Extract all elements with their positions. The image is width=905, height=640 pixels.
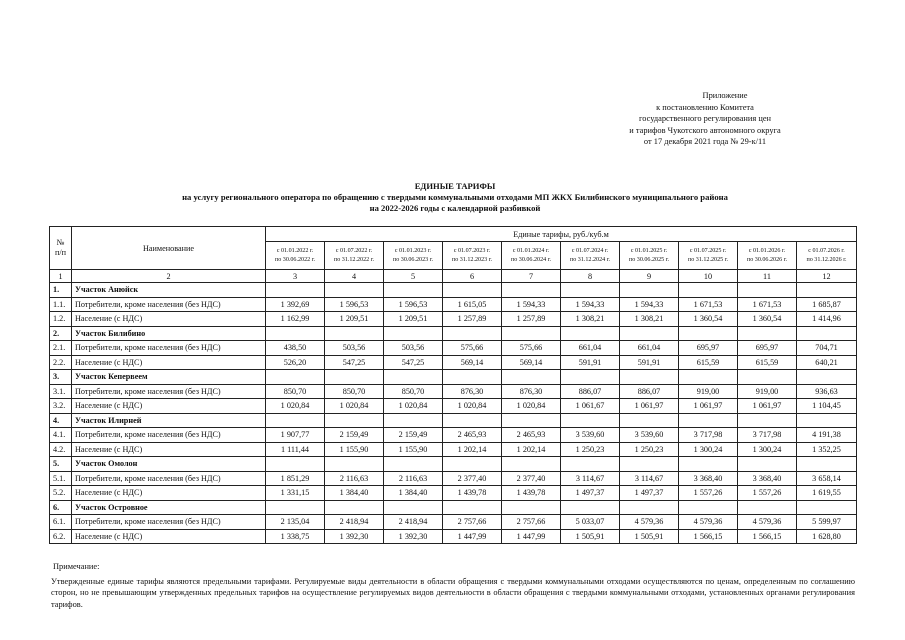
tariff-value: 2 465,93	[502, 428, 561, 443]
tariff-value: 1 020,84	[502, 399, 561, 414]
empty-cell	[679, 326, 738, 341]
tariff-value: 850,70	[384, 384, 443, 399]
column-index: 9	[620, 270, 679, 283]
tariff-value: 704,71	[797, 341, 857, 356]
tariff-value: 2 135,04	[266, 515, 325, 530]
tariff-value: 919,00	[738, 384, 797, 399]
empty-cell	[561, 500, 620, 515]
table-row	[50, 471, 857, 486]
empty-cell	[738, 283, 797, 298]
header-period-line: по 30.06.2025 г.	[628, 256, 670, 263]
tariff-value: 1 155,90	[325, 442, 384, 457]
tariff-value: 1 557,26	[679, 486, 738, 501]
header-period-line: по 30.06.2023 г.	[392, 256, 434, 263]
tariff-value: 1 384,40	[325, 486, 384, 501]
tariff-value: 569,14	[502, 355, 561, 370]
tariff-value: 1 392,69	[266, 297, 325, 312]
tariff-value: 591,91	[620, 355, 679, 370]
tariff-value: 4 191,38	[797, 428, 857, 443]
tariff-value: 615,59	[679, 355, 738, 370]
tariff-value: 2 757,66	[502, 515, 561, 530]
empty-cell	[679, 283, 738, 298]
row-number: 4.1.	[50, 428, 72, 443]
tariff-value: 1 685,87	[797, 297, 857, 312]
tariff-value: 3 539,60	[620, 428, 679, 443]
tariff-value: 1 202,14	[502, 442, 561, 457]
column-index: 4	[325, 270, 384, 283]
header-number-line: п/п	[54, 248, 67, 257]
tariff-value: 1 596,53	[384, 297, 443, 312]
empty-cell	[502, 413, 561, 428]
tariff-value: 1 447,99	[443, 529, 502, 544]
tariff-value: 547,25	[384, 355, 443, 370]
appendix-line: от 17 декабря 2021 года № 29-к/11	[643, 137, 767, 147]
tariff-value: 575,66	[443, 341, 502, 356]
empty-cell	[443, 457, 502, 472]
title-line-period: на 2022-2026 годы с календарной разбивкой	[369, 203, 541, 213]
empty-cell	[384, 413, 443, 428]
appendix-line: к постановлению Комитета	[656, 102, 754, 112]
tariff-value: 1 250,23	[561, 442, 620, 457]
tariff-value: 1 308,21	[620, 312, 679, 327]
header-number-line: №	[56, 238, 65, 247]
header-period	[797, 242, 857, 270]
header-period-line: с 01.07.2026 г.	[808, 248, 845, 255]
tariff-value: 1 352,25	[797, 442, 857, 457]
appendix-block	[560, 90, 850, 148]
empty-cell	[325, 326, 384, 341]
section-number: 5.	[50, 457, 72, 472]
tariff-value: 1 505,91	[620, 529, 679, 544]
row-number: 5.2.	[50, 486, 72, 501]
tariff-value: 850,70	[266, 384, 325, 399]
header-period-line: по 30.06.2022 г.	[274, 256, 316, 263]
tariff-value: 3 717,98	[738, 428, 797, 443]
empty-cell	[384, 500, 443, 515]
tariff-value: 5 599,97	[797, 515, 857, 530]
section-number: 1.	[50, 283, 72, 298]
tariff-value: 876,30	[502, 384, 561, 399]
table-row	[50, 529, 857, 544]
tariff-value: 886,07	[620, 384, 679, 399]
header-period	[679, 242, 738, 270]
table-row	[50, 486, 857, 501]
tariff-value: 1 497,37	[620, 486, 679, 501]
empty-cell	[266, 283, 325, 298]
empty-cell	[502, 326, 561, 341]
table-row	[50, 355, 857, 370]
section-number: 6.	[50, 500, 72, 515]
header-period-line: по 31.12.2024 г.	[569, 256, 611, 263]
header-tariff-group: Единые тарифы, руб./куб.м	[266, 227, 857, 242]
tariff-value: 1 155,90	[384, 442, 443, 457]
header-period-line: с 01.07.2025 г.	[689, 248, 727, 255]
document-title	[60, 181, 850, 214]
header-period-line: по 31.12.2023 г.	[451, 256, 493, 263]
tariff-value: 2 116,63	[384, 471, 443, 486]
header-period	[325, 242, 384, 270]
tariff-value: 503,56	[384, 341, 443, 356]
empty-cell	[679, 370, 738, 385]
tariff-value: 1 671,53	[679, 297, 738, 312]
tariff-value: 2 159,49	[384, 428, 443, 443]
tariff-value: 1 162,99	[266, 312, 325, 327]
empty-cell	[679, 500, 738, 515]
column-index: 5	[384, 270, 443, 283]
appendix-line: Приложение	[702, 91, 748, 100]
row-number: 1.2.	[50, 312, 72, 327]
section-row	[50, 500, 857, 515]
empty-cell	[738, 457, 797, 472]
tariff-value: 640,21	[797, 355, 857, 370]
tariff-value: 4 579,36	[620, 515, 679, 530]
empty-cell	[502, 370, 561, 385]
empty-cell	[384, 283, 443, 298]
empty-cell	[325, 283, 384, 298]
tariff-value: 526,20	[266, 355, 325, 370]
header-period-line: с 01.07.2022 г.	[335, 248, 373, 255]
tariff-value: 591,91	[561, 355, 620, 370]
row-number: 5.1.	[50, 471, 72, 486]
tariff-value: 1 020,84	[325, 399, 384, 414]
empty-cell	[620, 370, 679, 385]
tariff-value: 503,56	[325, 341, 384, 356]
column-index: 3	[266, 270, 325, 283]
tariff-value: 3 717,98	[679, 428, 738, 443]
tariff-value: 1 497,37	[561, 486, 620, 501]
header-period-line: с 01.01.2023 г.	[394, 248, 432, 255]
empty-cell	[797, 370, 857, 385]
tariff-value: 1 104,45	[797, 399, 857, 414]
empty-cell	[266, 326, 325, 341]
header-period-line: по 30.06.2024 г.	[510, 256, 552, 263]
tariff-value: 1 628,80	[797, 529, 857, 544]
tariff-value: 615,59	[738, 355, 797, 370]
empty-cell	[325, 413, 384, 428]
tariff-value: 1 202,14	[443, 442, 502, 457]
tariff-value: 2 116,63	[325, 471, 384, 486]
header-number	[50, 227, 72, 270]
header-period-line: по 31.12.2025 г.	[687, 256, 729, 263]
column-index: 12	[797, 270, 857, 283]
empty-cell	[443, 413, 502, 428]
tariff-value: 1 250,23	[620, 442, 679, 457]
row-name: Население (с НДС)	[72, 312, 266, 327]
tariff-value: 695,97	[738, 341, 797, 356]
tariff-value: 1 308,21	[561, 312, 620, 327]
header-period-line: с 01.01.2024 г.	[512, 248, 550, 255]
table-row	[50, 399, 857, 414]
title-line-subject: на услугу регионального оператора по обращению с твердыми коммунальными отходами МП ЖКХ Билибинского муниципального района	[182, 192, 728, 202]
tariff-value: 1 061,97	[620, 399, 679, 414]
empty-cell	[266, 370, 325, 385]
table-row	[50, 341, 857, 356]
tariff-value: 1 020,84	[266, 399, 325, 414]
section-row	[50, 283, 857, 298]
empty-cell	[502, 283, 561, 298]
tariff-value: 2 377,40	[443, 471, 502, 486]
table-row	[50, 515, 857, 530]
tariff-value: 1 439,78	[443, 486, 502, 501]
tariff-value: 1 596,53	[325, 297, 384, 312]
tariff-value: 2 465,93	[443, 428, 502, 443]
header-period	[384, 242, 443, 270]
empty-cell	[502, 457, 561, 472]
section-name: Участок Анюйск	[72, 283, 266, 298]
column-index: 11	[738, 270, 797, 283]
tariff-value: 4 579,36	[679, 515, 738, 530]
appendix-line: государственного регулирования цен	[638, 114, 772, 124]
empty-cell	[797, 283, 857, 298]
row-number: 4.2.	[50, 442, 72, 457]
tariff-value: 1 384,40	[384, 486, 443, 501]
table-row	[50, 297, 857, 312]
row-name: Население (с НДС)	[72, 442, 266, 457]
tariff-value: 850,70	[325, 384, 384, 399]
header-period	[266, 242, 325, 270]
tariff-value: 2 757,66	[443, 515, 502, 530]
empty-cell	[620, 326, 679, 341]
empty-cell	[384, 326, 443, 341]
tariff-value: 547,25	[325, 355, 384, 370]
empty-cell	[738, 326, 797, 341]
tariffs-table	[49, 226, 857, 544]
table-row	[50, 384, 857, 399]
table-row	[50, 312, 857, 327]
tariff-value: 1 594,33	[620, 297, 679, 312]
header-period-line: с 01.07.2023 г.	[453, 248, 491, 255]
empty-cell	[797, 413, 857, 428]
tariff-value: 886,07	[561, 384, 620, 399]
empty-cell	[443, 370, 502, 385]
header-period	[502, 242, 561, 270]
empty-cell	[738, 500, 797, 515]
section-name: Участок Омолон	[72, 457, 266, 472]
empty-cell	[266, 413, 325, 428]
tariff-value: 1 619,55	[797, 486, 857, 501]
row-name: Потребители, кроме населения (без НДС)	[72, 384, 266, 399]
header-period	[738, 242, 797, 270]
empty-cell	[325, 457, 384, 472]
tariff-value: 1 392,30	[384, 529, 443, 544]
section-number: 3.	[50, 370, 72, 385]
tariff-value: 1 061,67	[561, 399, 620, 414]
header-period-line: с 01.01.2026 г.	[748, 248, 786, 255]
row-number: 3.1.	[50, 384, 72, 399]
empty-cell	[384, 370, 443, 385]
header-period-line: по 30.06.2026 г.	[746, 256, 788, 263]
tariff-value: 1 594,33	[561, 297, 620, 312]
tariff-value: 661,04	[561, 341, 620, 356]
column-index: 8	[561, 270, 620, 283]
tariff-value: 1 209,51	[325, 312, 384, 327]
section-row	[50, 457, 857, 472]
tariff-value: 936,63	[797, 384, 857, 399]
tariff-value: 919,00	[679, 384, 738, 399]
tariff-value: 1 557,26	[738, 486, 797, 501]
empty-cell	[443, 326, 502, 341]
tariff-value: 1 020,84	[443, 399, 502, 414]
tariff-value: 1 300,24	[738, 442, 797, 457]
tariff-value: 1 257,89	[502, 312, 561, 327]
tariff-value: 2 377,40	[502, 471, 561, 486]
tariff-value: 1 061,97	[679, 399, 738, 414]
header-name: Наименование	[72, 227, 266, 270]
tariff-value: 569,14	[443, 355, 502, 370]
tariff-value: 661,04	[620, 341, 679, 356]
tariff-value: 695,97	[679, 341, 738, 356]
tariff-value: 1 020,84	[384, 399, 443, 414]
tariff-value: 2 418,94	[384, 515, 443, 530]
row-name: Население (с НДС)	[72, 355, 266, 370]
empty-cell	[738, 413, 797, 428]
empty-cell	[561, 457, 620, 472]
tariff-value: 1 111,44	[266, 442, 325, 457]
header-period	[620, 242, 679, 270]
row-name: Потребители, кроме населения (без НДС)	[72, 297, 266, 312]
tariff-value: 3 539,60	[561, 428, 620, 443]
tariff-value: 876,30	[443, 384, 502, 399]
tariff-value: 1 566,15	[679, 529, 738, 544]
tariff-value: 1 061,97	[738, 399, 797, 414]
section-name: Участок Островное	[72, 500, 266, 515]
header-period	[443, 242, 502, 270]
column-index-row	[50, 270, 857, 283]
empty-cell	[620, 283, 679, 298]
row-name: Потребители, кроме населения (без НДС)	[72, 515, 266, 530]
table-row	[50, 442, 857, 457]
section-name: Участок Билибино	[72, 326, 266, 341]
empty-cell	[325, 370, 384, 385]
row-name: Население (с НДС)	[72, 529, 266, 544]
empty-cell	[620, 500, 679, 515]
column-index: 1	[50, 270, 72, 283]
empty-cell	[561, 283, 620, 298]
row-number: 2.2.	[50, 355, 72, 370]
empty-cell	[561, 370, 620, 385]
empty-cell	[679, 457, 738, 472]
row-number: 2.1.	[50, 341, 72, 356]
empty-cell	[443, 283, 502, 298]
tariff-value: 3 114,67	[561, 471, 620, 486]
tariff-value: 1 851,29	[266, 471, 325, 486]
tariff-value: 1 257,89	[443, 312, 502, 327]
tariff-value: 1 671,53	[738, 297, 797, 312]
tariff-value: 3 658,14	[797, 471, 857, 486]
tariff-value: 1 392,30	[325, 529, 384, 544]
tariff-value: 2 418,94	[325, 515, 384, 530]
column-index: 6	[443, 270, 502, 283]
empty-cell	[502, 500, 561, 515]
column-index: 7	[502, 270, 561, 283]
tariff-value: 5 033,07	[561, 515, 620, 530]
row-number: 6.1.	[50, 515, 72, 530]
tariff-value: 3 368,40	[679, 471, 738, 486]
tariff-value: 1 300,24	[679, 442, 738, 457]
row-number: 1.1.	[50, 297, 72, 312]
tariff-value: 1 907,77	[266, 428, 325, 443]
empty-cell	[679, 413, 738, 428]
column-index: 10	[679, 270, 738, 283]
tariff-value: 1 209,51	[384, 312, 443, 327]
row-number: 3.2.	[50, 399, 72, 414]
empty-cell	[738, 370, 797, 385]
title-line-main: ЕДИНЫЕ ТАРИФЫ	[414, 181, 496, 191]
column-index: 2	[72, 270, 266, 283]
tariff-value: 2 159,49	[325, 428, 384, 443]
empty-cell	[384, 457, 443, 472]
note-label: Примечание:	[53, 562, 100, 571]
section-name: Участок Илирней	[72, 413, 266, 428]
section-number: 2.	[50, 326, 72, 341]
header-period-line: с 01.01.2022 г.	[276, 248, 314, 255]
section-row	[50, 326, 857, 341]
tariff-value: 1 331,15	[266, 486, 325, 501]
empty-cell	[266, 457, 325, 472]
tariff-value: 1 505,91	[561, 529, 620, 544]
empty-cell	[325, 500, 384, 515]
tariff-value: 1 414,96	[797, 312, 857, 327]
header-period-line: по 31.12.2026 г.	[806, 256, 847, 263]
tariff-value: 1 615,05	[443, 297, 502, 312]
row-name: Население (с НДС)	[72, 486, 266, 501]
row-name: Потребители, кроме населения (без НДС)	[72, 428, 266, 443]
row-number: 6.2.	[50, 529, 72, 544]
tariff-value: 1 439,78	[502, 486, 561, 501]
row-name: Население (с НДС)	[72, 399, 266, 414]
empty-cell	[620, 413, 679, 428]
tariff-value: 1 360,54	[679, 312, 738, 327]
tariff-value: 1 566,15	[738, 529, 797, 544]
section-row	[50, 413, 857, 428]
tariff-value: 4 579,36	[738, 515, 797, 530]
tariff-value: 1 338,75	[266, 529, 325, 544]
row-name: Потребители, кроме населения (без НДС)	[72, 341, 266, 356]
empty-cell	[797, 500, 857, 515]
empty-cell	[266, 500, 325, 515]
appendix-line: и тарифов Чукотского автономного округа	[629, 125, 781, 135]
note-text: Утвержденные единые тарифы являются предельными тарифами. Регулируемые виды деятельности в области обращения с твердыми коммунальными отходами осуществляются по ценам, определенным по соглашению сторон, но не превышающим утвержденных предельных тарифов на осуществление регулируемых видов деятельности в области обращения с твердыми коммунальными отходами, установленных органами регулирования тарифов.	[51, 577, 855, 609]
tariff-value: 438,50	[266, 341, 325, 356]
section-number: 4.	[50, 413, 72, 428]
tariff-value: 3 114,67	[620, 471, 679, 486]
row-name: Потребители, кроме населения (без НДС)	[72, 471, 266, 486]
empty-cell	[797, 326, 857, 341]
table-body	[50, 270, 857, 544]
section-name: Участок Кепервеем	[72, 370, 266, 385]
header-period	[561, 242, 620, 270]
header-period-line: по 31.12.2022 г.	[333, 256, 375, 263]
empty-cell	[797, 457, 857, 472]
empty-cell	[561, 413, 620, 428]
tariff-value: 1 594,33	[502, 297, 561, 312]
table-row	[50, 428, 857, 443]
tariff-value: 1 447,99	[502, 529, 561, 544]
section-row	[50, 370, 857, 385]
empty-cell	[561, 326, 620, 341]
tariff-value: 575,66	[502, 341, 561, 356]
empty-cell	[443, 500, 502, 515]
header-period-line: с 01.07.2024 г.	[571, 248, 609, 255]
empty-cell	[620, 457, 679, 472]
tariff-value: 3 368,40	[738, 471, 797, 486]
header-period-line: с 01.01.2025 г.	[630, 248, 668, 255]
tariff-value: 1 360,54	[738, 312, 797, 327]
